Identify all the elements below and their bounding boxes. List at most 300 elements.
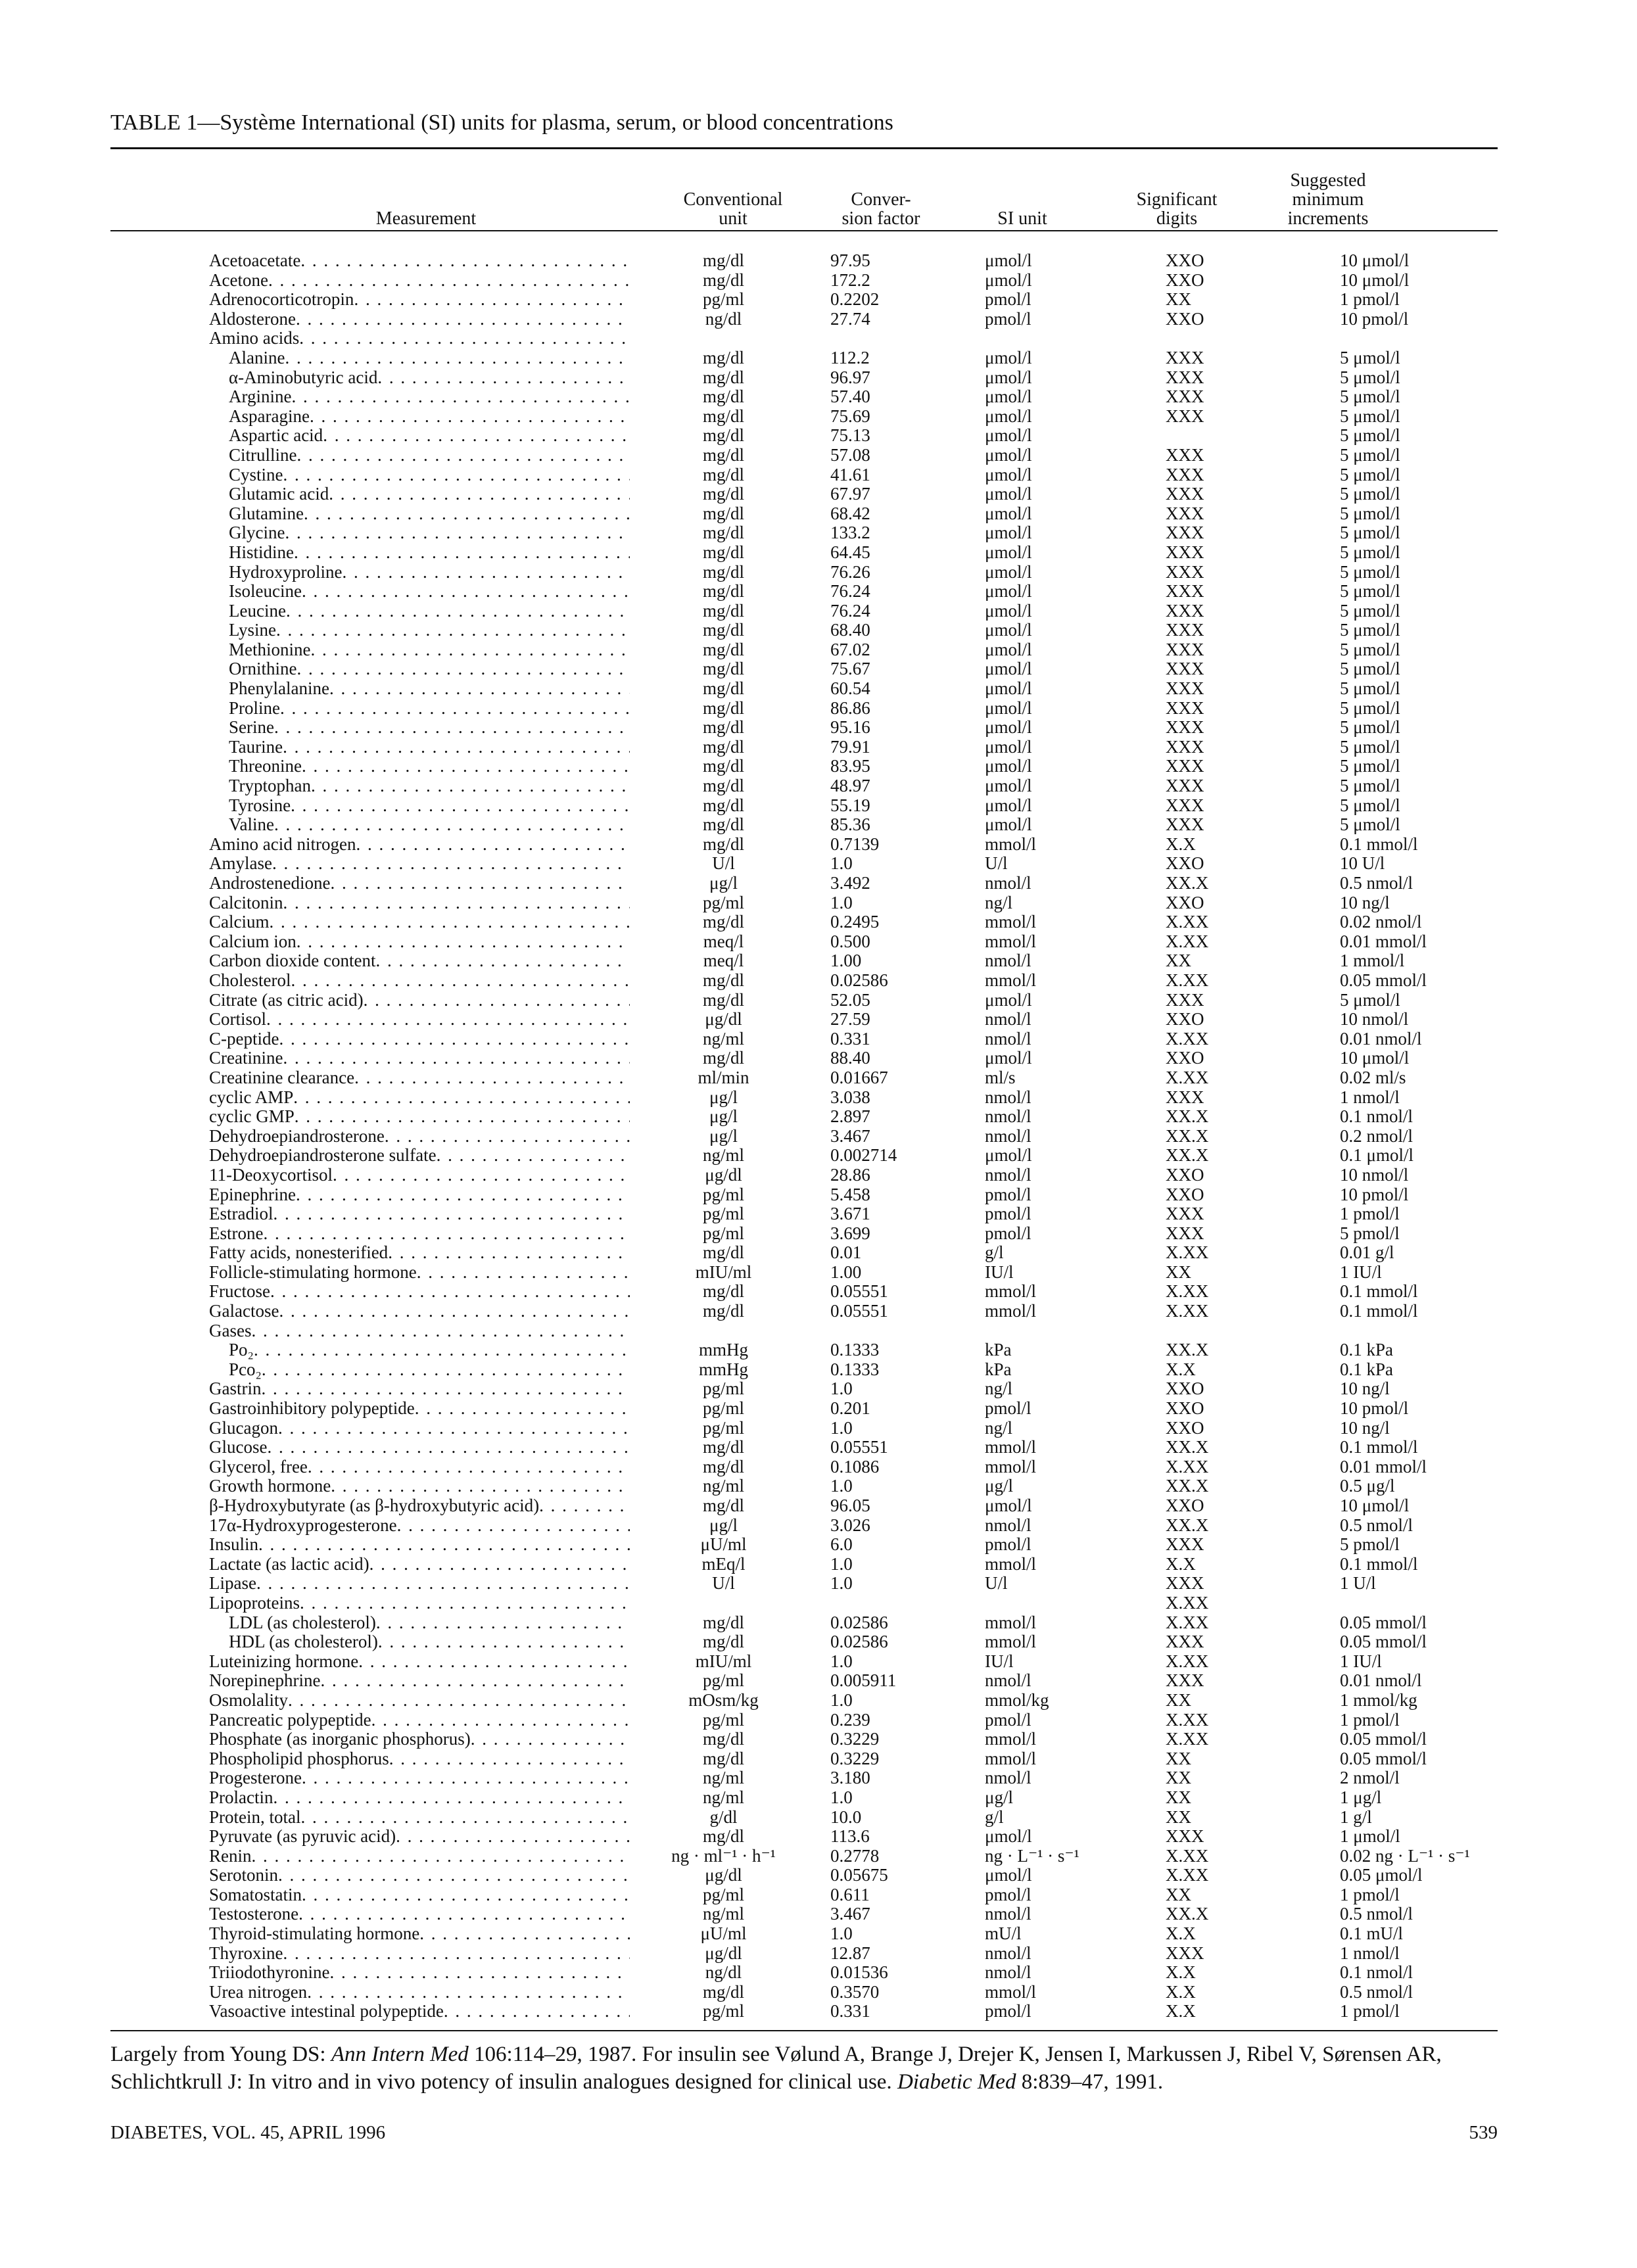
significant-digits-cell: XXX [1166, 465, 1204, 484]
measurement-label [209, 329, 630, 348]
conversion-factor-cell: 55.19 [830, 795, 870, 815]
measurement-cell [209, 1808, 643, 1828]
dot-leader [274, 815, 630, 835]
minimum-increment-cell: 5 μmol/l [1340, 737, 1400, 757]
table-row [209, 602, 1563, 621]
conversion-factor-cell: 0.3570 [830, 1982, 880, 2002]
significant-digits-cell: X.X [1166, 834, 1196, 854]
conversion-factor-cell: 0.002714 [830, 1146, 897, 1166]
measurement-name: Gastroinhibitory polypeptide [209, 1399, 415, 1419]
si-unit-cell: μmol/l [985, 815, 1032, 835]
significant-digits-cell: XXX [1166, 504, 1204, 523]
measurement-cell [209, 1282, 643, 1302]
conventional-unit-cell: mg/dl [702, 1749, 744, 1768]
si-unit-cell: μmol/l [985, 737, 1032, 757]
conversion-factor-cell: 96.05 [830, 1496, 870, 1515]
measurement-name: Po₂ [229, 1340, 254, 1360]
measurement-name: Cystine [229, 465, 283, 484]
si-unit-cell: μmol/l [985, 465, 1032, 484]
si-unit-cell: mmol/l [985, 1438, 1037, 1457]
si-unit-cell: μmol/l [985, 251, 1032, 270]
conversion-factor-cell: 52.05 [830, 990, 870, 1010]
significant-digits-cell: XX.X [1166, 874, 1209, 893]
minimum-increment-cell: 5 μmol/l [1340, 445, 1400, 465]
dot-leader [296, 1185, 630, 1205]
dot-leader [396, 1827, 630, 1847]
minimum-increment-cell: 0.05 mmol/l [1340, 970, 1427, 990]
si-unit-cell: μmol/l [985, 1049, 1032, 1068]
significant-digits-cell: XXX [1166, 484, 1204, 504]
measurement-label [209, 1438, 630, 1457]
measurement-label [209, 1535, 630, 1555]
measurement-name: Epinephrine [209, 1185, 296, 1204]
measurement-label [209, 1924, 630, 1944]
measurement-cell [209, 718, 643, 738]
measurement-name: Carbon dioxide content [209, 951, 376, 971]
si-unit-cell: μmol/l [985, 582, 1032, 602]
measurement-label [209, 699, 630, 719]
si-unit-cell: mmol/l [985, 1302, 1037, 1321]
conventional-unit-cell: mg/dl [702, 387, 744, 407]
si-unit-cell: nmol/l [985, 874, 1032, 893]
table-row [209, 757, 1563, 776]
measurement-name: Threonine [229, 757, 302, 776]
conversion-factor-cell: 0.331 [830, 1029, 870, 1049]
table-row [209, 971, 1563, 991]
dot-leader [375, 951, 630, 971]
conversion-factor-cell: 3.038 [830, 1087, 870, 1107]
measurement-label [209, 1749, 630, 1769]
table-row [209, 640, 1563, 660]
si-unit-cell: ng/l [985, 893, 1013, 912]
dot-leader [320, 1671, 630, 1691]
significant-digits-cell: XX [1166, 1885, 1191, 1904]
measurement-name: Protein, total [209, 1807, 301, 1827]
measurement-name: Osmolality [209, 1690, 288, 1710]
si-unit-cell: mmol/l [985, 1632, 1037, 1652]
conventional-unit-cell: mg/dl [702, 523, 744, 543]
measurement-name: Adrenocorticotropin [209, 290, 354, 310]
si-unit-cell: IU/l [985, 1651, 1014, 1671]
minimum-increment-cell: 0.01 g/l [1340, 1243, 1394, 1263]
significant-digits-cell: XXX [1166, 1943, 1204, 1963]
si-unit-cell: μmol/l [985, 659, 1032, 679]
conversion-factor-cell: 68.42 [830, 504, 870, 523]
measurement-cell [209, 602, 643, 621]
minimum-increment-cell: 10 pmol/l [1340, 1185, 1409, 1204]
significant-digits-cell: X.X [1166, 1982, 1196, 2002]
minimum-increment-cell: 0.01 nmol/l [1340, 1029, 1422, 1049]
table-row [209, 699, 1563, 719]
measurement-cell [209, 971, 643, 991]
measurement-label [209, 504, 630, 524]
significant-digits-cell: X.XX [1166, 1613, 1209, 1632]
significant-digits-cell: X.XX [1166, 1651, 1209, 1671]
conversion-factor-cell: 0.2778 [830, 1846, 880, 1866]
conventional-unit-cell: mmHg [698, 1340, 748, 1360]
dot-leader [415, 1399, 630, 1419]
minimum-increment-cell: 5 μmol/l [1340, 795, 1400, 815]
measurement-label [209, 835, 630, 855]
significant-digits-cell: XXX [1166, 601, 1204, 621]
table-row [209, 387, 1563, 407]
table-row [209, 1438, 1563, 1457]
measurement-cell [209, 1049, 643, 1068]
significant-digits-cell: XXO [1166, 1418, 1204, 1438]
measurement-cell [209, 1555, 643, 1574]
significant-digits-cell: XXX [1166, 990, 1204, 1010]
measurement-cell [209, 1068, 643, 1088]
significant-digits-cell: XXO [1166, 1165, 1204, 1185]
measurement-label [209, 1613, 630, 1633]
conventional-unit-cell: mg/dl [702, 1730, 744, 1749]
table-row [209, 1263, 1563, 1283]
measurement-name: Cortisol [209, 1010, 267, 1029]
minimum-increment-cell: 0.02 ng · L⁻¹ · s⁻¹ [1340, 1846, 1470, 1866]
conversion-factor-cell: 1.0 [830, 893, 853, 912]
significant-digits-cell: XX.X [1166, 1340, 1209, 1360]
conversion-factor-cell: 0.05551 [830, 1438, 888, 1457]
measurement-name: Tyrosine [229, 795, 291, 815]
dot-leader [297, 659, 630, 679]
table-row [209, 1360, 1563, 1380]
significant-digits-cell: XXO [1166, 1185, 1204, 1204]
si-units-table [209, 251, 1563, 2021]
measurement-cell [209, 1904, 643, 1924]
table-row [209, 1321, 1563, 1341]
table-row [209, 1768, 1563, 1788]
conversion-factor-cell: 0.611 [830, 1885, 870, 1904]
footnote-journal-1: Ann Intern Med [331, 2043, 469, 2066]
conventional-unit-cell: μg/l [709, 874, 738, 893]
conversion-factor-cell: 86.86 [830, 698, 870, 718]
significant-digits-cell: XX.X [1166, 1477, 1209, 1496]
measurement-cell [209, 854, 643, 874]
measurement-name: Insulin [209, 1535, 259, 1555]
measurement-cell [209, 659, 643, 679]
dot-leader [258, 1535, 630, 1555]
conventional-unit-cell: mg/dl [702, 698, 744, 718]
table-row [209, 310, 1563, 329]
measurement-cell [209, 1866, 643, 1885]
conversion-factor-cell: 0.01667 [830, 1068, 888, 1087]
measurement-cell [209, 1185, 643, 1205]
significant-digits-cell: XXX [1166, 757, 1204, 776]
dot-leader [388, 1243, 630, 1263]
minimum-increment-cell: 1 μg/l [1340, 1787, 1382, 1807]
measurement-label [209, 1808, 630, 1828]
minimum-increment-cell: 0.05 mmol/l [1340, 1632, 1427, 1652]
significant-digits-cell: XXO [1166, 309, 1204, 329]
conventional-unit-cell: pg/ml [702, 290, 744, 310]
significant-digits-cell: XX.X [1166, 1904, 1209, 1924]
dot-leader [288, 1691, 630, 1711]
measurement-name: Urea nitrogen [209, 1982, 308, 2002]
significant-digits-cell: X.XX [1166, 1710, 1209, 1730]
conversion-factor-cell: 0.1333 [830, 1359, 880, 1379]
dot-leader [323, 426, 630, 446]
significant-digits-cell: X.X [1166, 1963, 1196, 1983]
si-unit-cell: μmol/l [985, 562, 1032, 582]
dot-leader [262, 1360, 630, 1380]
si-unit-cell: μmol/l [985, 523, 1032, 543]
measurement-name: Testosterone [209, 1904, 299, 1924]
table-row [209, 2002, 1563, 2021]
page-number: 539 [1469, 2122, 1498, 2143]
conventional-unit-cell: mg/dl [702, 542, 744, 562]
conversion-factor-cell: 1.0 [830, 1574, 853, 1594]
table-row [209, 815, 1563, 835]
measurement-label [209, 757, 630, 776]
si-unit-cell: μg/l [985, 1477, 1013, 1496]
minimum-increment-cell: 1 pmol/l [1340, 1885, 1400, 1904]
measurement-name: Glucose [209, 1438, 268, 1457]
conventional-unit-cell: μg/dl [705, 1866, 742, 1885]
measurement-label [209, 932, 630, 952]
measurement-label [209, 718, 630, 738]
minimum-increment-cell: 5 μmol/l [1340, 348, 1400, 367]
measurement-name: Valine [229, 815, 274, 835]
significant-digits-cell: XXX [1166, 445, 1204, 465]
header-significant-digits-line1: Significant [1136, 189, 1218, 210]
conversion-factor-cell: 3.699 [830, 1223, 870, 1243]
si-unit-cell: μmol/l [985, 426, 1032, 446]
conventional-unit-cell: pg/ml [702, 1185, 744, 1204]
conventional-unit-cell: mIU/ml [695, 1262, 752, 1282]
conventional-unit-cell: ng/ml [702, 1787, 744, 1807]
table-row [209, 504, 1563, 524]
measurement-cell [209, 310, 643, 329]
measurement-cell [209, 1749, 643, 1769]
significant-digits-cell: X.XX [1166, 1730, 1209, 1749]
table-row [209, 951, 1563, 971]
measurement-cell [209, 1224, 643, 1244]
minimum-increment-cell: 1 IU/l [1340, 1651, 1382, 1671]
dot-leader [354, 1068, 630, 1088]
dot-leader [333, 1166, 630, 1185]
significant-digits-cell: XXX [1166, 1574, 1204, 1594]
conventional-unit-cell: mg/dl [702, 834, 744, 854]
measurement-label [209, 1496, 630, 1516]
minimum-increment-cell: 5 μmol/l [1340, 484, 1400, 504]
si-unit-cell: nmol/l [985, 1768, 1032, 1788]
header-suggested-line3: increments [1287, 208, 1369, 229]
significant-digits-cell: X.XX [1166, 1068, 1209, 1087]
table-row [209, 1904, 1563, 1924]
measurement-label [209, 1282, 630, 1302]
conversion-factor-cell: 0.201 [830, 1399, 870, 1419]
table-row [209, 582, 1563, 602]
minimum-increment-cell: 0.01 mmol/l [1340, 932, 1427, 951]
minimum-increment-cell: 0.1 nmol/l [1340, 1963, 1413, 1983]
minimum-increment-cell: 5 μmol/l [1340, 367, 1400, 387]
measurement-label [209, 484, 630, 504]
significant-digits-cell: XXX [1166, 815, 1204, 835]
conversion-factor-cell: 96.97 [830, 367, 870, 387]
dot-leader [417, 1263, 630, 1283]
si-unit-cell: pmol/l [985, 290, 1032, 310]
table-row [209, 1808, 1563, 1828]
measurement-label [209, 1711, 630, 1730]
measurement-name: Norepinephrine [209, 1671, 321, 1691]
conventional-unit-cell: mg/dl [702, 659, 744, 679]
measurement-name: Progesterone [209, 1768, 302, 1788]
si-unit-cell: μmol/l [985, 718, 1032, 738]
conversion-factor-cell: 0.331 [830, 2002, 870, 2021]
measurement-cell [209, 738, 643, 757]
significant-digits-cell: XXX [1166, 1827, 1204, 1847]
conversion-factor-cell: 0.05551 [830, 1282, 888, 1302]
measurement-cell [209, 1263, 643, 1283]
dot-leader [302, 582, 630, 602]
measurement-name: Glutamine [229, 504, 304, 523]
table-row [209, 835, 1563, 855]
conventional-unit-cell: pg/ml [702, 1710, 744, 1730]
conventional-unit-cell: mg/dl [702, 737, 744, 757]
measurement-label [209, 1963, 630, 1983]
si-unit-cell: ml/s [985, 1068, 1016, 1087]
table-row [209, 1146, 1563, 1166]
measurement-cell [209, 368, 643, 388]
measurement-label [209, 640, 630, 660]
measurement-cell [209, 2002, 643, 2021]
measurement-name: Amylase [209, 854, 272, 874]
minimum-increment-cell: 5 μmol/l [1340, 523, 1400, 543]
significant-digits-cell: XX [1166, 290, 1191, 310]
measurement-cell [209, 1788, 643, 1808]
minimum-increment-cell: 1 μmol/l [1340, 1827, 1400, 1847]
dot-leader [385, 1127, 630, 1146]
measurement-label [209, 1594, 630, 1613]
minimum-increment-cell: 5 μmol/l [1340, 990, 1400, 1010]
dot-leader [292, 387, 630, 407]
si-unit-cell: mmol/l [985, 1457, 1037, 1477]
conversion-factor-cell: 0.02586 [830, 1613, 888, 1632]
conventional-unit-cell: mg/dl [702, 776, 744, 796]
measurement-name: Glycine [229, 523, 285, 543]
si-unit-cell: g/l [985, 1243, 1004, 1263]
significant-digits-cell: XXO [1166, 1399, 1204, 1419]
minimum-increment-cell: 1 nmol/l [1340, 1087, 1400, 1107]
measurement-label [209, 1730, 630, 1749]
table-row [209, 465, 1563, 485]
measurement-cell [209, 1127, 643, 1146]
measurement-cell [209, 1088, 643, 1108]
measurement-label [209, 1068, 630, 1088]
measurement-label [209, 1632, 630, 1652]
measurement-label [209, 387, 630, 407]
measurement-label [209, 1847, 630, 1866]
table-row [209, 1671, 1563, 1691]
significant-digits-cell: XXX [1166, 582, 1204, 602]
measurement-name: Acetone [209, 270, 268, 290]
measurement-cell [209, 1340, 643, 1360]
si-unit-cell: nmol/l [985, 1963, 1032, 1983]
table-row [209, 932, 1563, 952]
measurement-label [209, 1419, 630, 1438]
measurement-cell [209, 1243, 643, 1263]
measurement-label [209, 1399, 630, 1419]
conventional-unit-cell: mg/dl [702, 601, 744, 621]
conversion-factor-cell: 3.026 [830, 1515, 870, 1535]
si-unit-cell: μmol/l [985, 1146, 1032, 1166]
minimum-increment-cell: 0.1 mmol/l [1340, 834, 1418, 854]
measurement-label [209, 1204, 630, 1224]
measurement-label [209, 1555, 630, 1574]
minimum-increment-cell: 5 μmol/l [1340, 718, 1400, 738]
si-unit-cell: nmol/l [985, 1904, 1032, 1924]
measurement-label [209, 1166, 630, 1185]
dot-leader [308, 1457, 630, 1477]
si-unit-cell: pmol/l [985, 1710, 1032, 1730]
measurement-label [209, 621, 630, 640]
measurement-cell [209, 484, 643, 504]
si-unit-cell: μg/l [985, 1787, 1013, 1807]
minimum-increment-cell: 5 μmol/l [1340, 815, 1400, 835]
significant-digits-cell: XXX [1166, 1087, 1204, 1107]
conversion-factor-cell: 0.3229 [830, 1749, 880, 1768]
conversion-factor-cell: 113.6 [830, 1827, 870, 1847]
measurement-name: Dehydroepiandrosterone sulfate [209, 1146, 437, 1166]
measurement-name: Histidine [229, 542, 294, 562]
significant-digits-cell: XXX [1166, 1671, 1204, 1691]
significant-digits-cell: XXX [1166, 542, 1204, 562]
conventional-unit-cell: mg/dl [702, 1049, 744, 1068]
measurement-name: Arginine [229, 387, 292, 407]
conversion-factor-cell: 0.005911 [830, 1671, 897, 1691]
conversion-factor-cell [804, 329, 959, 348]
measurement-label [209, 1574, 630, 1594]
measurement-label [209, 1652, 630, 1672]
conventional-unit-cell: mg/dl [702, 504, 744, 523]
dot-leader [261, 1379, 630, 1399]
significant-digits-cell: XXO [1166, 1496, 1204, 1515]
minimum-increment-cell: 10 μmol/l [1340, 1496, 1410, 1515]
minimum-increment-cell: 1 mmol/kg [1340, 1690, 1417, 1710]
conversion-factor-cell: 0.05551 [830, 1302, 888, 1321]
measurement-label [209, 1768, 630, 1788]
significant-digits-cell: X.XX [1166, 912, 1209, 932]
measurement-name: HDL (as cholesterol) [229, 1632, 378, 1652]
significant-digits-cell: XX [1166, 951, 1191, 971]
significant-digits-cell: XX.X [1166, 1515, 1209, 1535]
dot-leader [307, 1983, 630, 2002]
measurement-cell [209, 271, 643, 291]
table-row [209, 1340, 1563, 1360]
dot-leader [274, 718, 630, 738]
significant-digits-cell: XX.X [1166, 1107, 1209, 1127]
measurement-name: Cholesterol [209, 970, 291, 990]
measurement-label [209, 1302, 630, 1321]
measurement-cell [209, 1983, 643, 2002]
measurement-label [209, 251, 630, 271]
minimum-increment-cell: 10 nmol/l [1340, 1165, 1409, 1185]
minimum-increment-cell: 5 μmol/l [1340, 387, 1400, 407]
si-unit-cell [959, 1594, 1146, 1613]
minimum-increment-cell: 0.05 μmol/l [1340, 1866, 1423, 1885]
header-si-unit: SI unit [997, 208, 1047, 229]
conventional-unit-cell: ng/ml [702, 1768, 744, 1788]
conventional-unit-cell: mg/dl [702, 406, 744, 426]
measurement-name: Serotonin [209, 1866, 278, 1885]
conventional-unit-cell: ng/dl [705, 309, 742, 329]
measurement-name: Ornithine [229, 659, 297, 679]
measurement-name: Hydroxyproline [229, 562, 343, 582]
measurement-label [209, 1944, 630, 1964]
measurement-label [209, 563, 630, 582]
dot-leader [283, 738, 630, 757]
dot-leader [304, 504, 630, 524]
